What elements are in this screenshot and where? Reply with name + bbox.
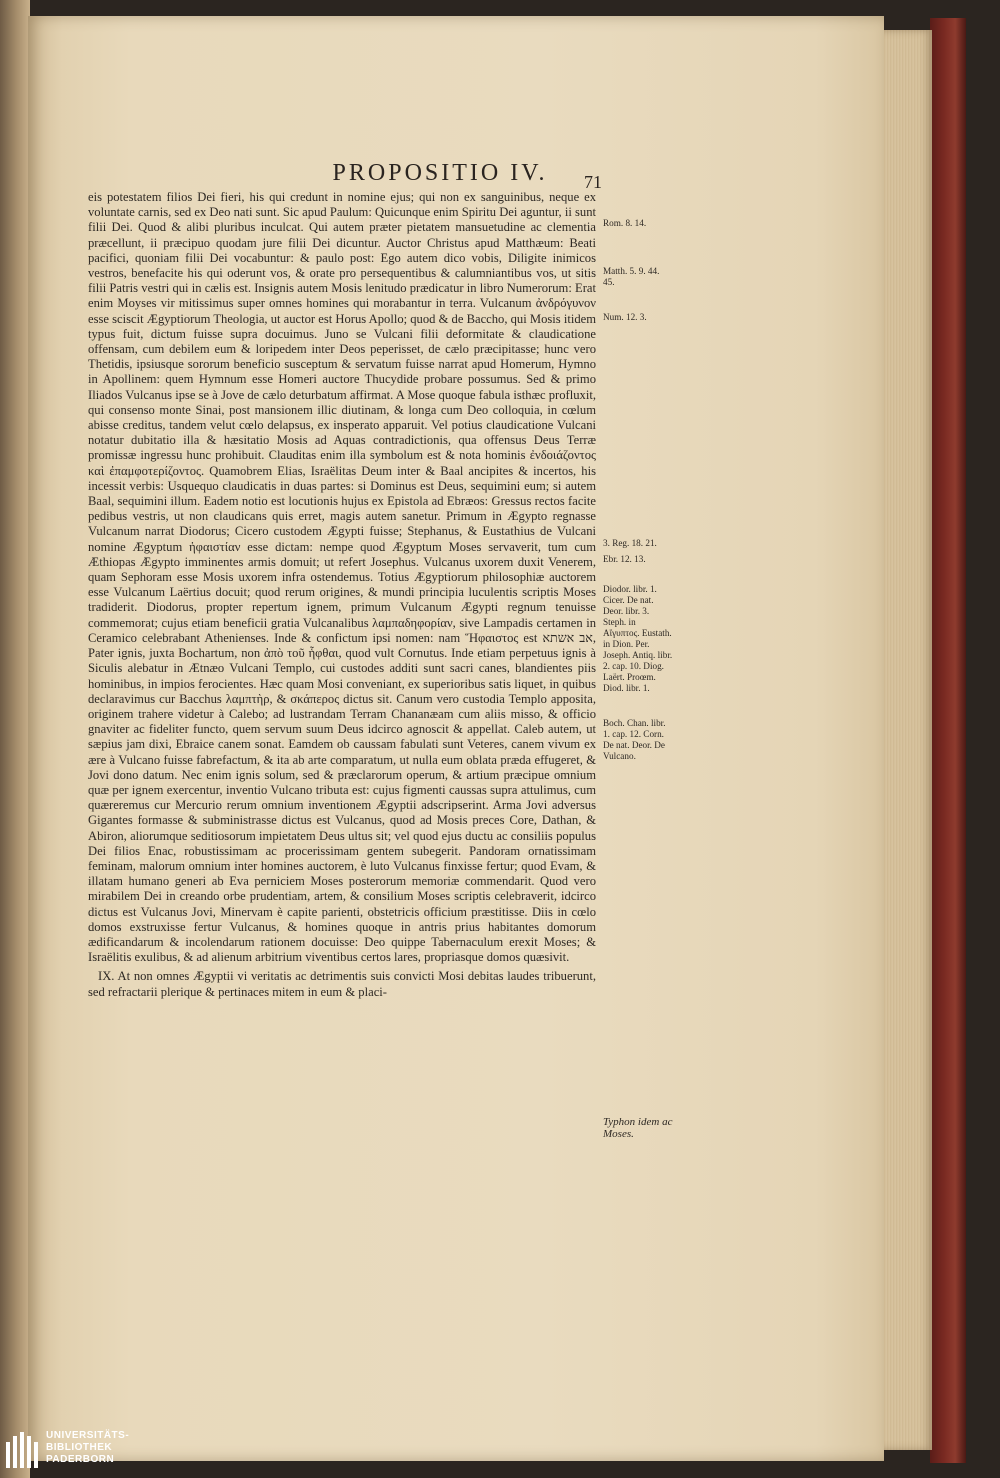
logo-line: UNIVERSITÄTS-	[46, 1430, 130, 1441]
library-logo	[6, 1428, 156, 1472]
logo-line: BIBLIOTHEK	[46, 1442, 113, 1453]
margin-note: Matth. 5. 9. 44. 45.	[603, 266, 660, 287]
margin-note: 3. Reg. 18. 21.	[603, 538, 657, 548]
margin-note: Num. 12. 3.	[603, 312, 647, 322]
logo-line: PADERBORN	[46, 1454, 115, 1465]
library-logo-icon	[6, 1432, 40, 1468]
main-text-block	[88, 190, 596, 1000]
margin-note: Ebr. 12. 13.	[603, 554, 646, 564]
margin-note: Diodor. libr. 1. Cicer. De nat. Deor. libr. 3. Steph. in Αἴγυπτος. Eustath. in Dion. Per. Joseph. Antiq. libr. 2. cap. 10. Diog. Laërt. Proœm. Diod. libr. 1.	[603, 584, 673, 693]
margin-note: Boch. Chan. libr. 1. cap. 12. Corn. De nat. Deor. De Vulcano.	[603, 718, 666, 761]
left-page-edge	[0, 0, 30, 1478]
running-head: PROPOSITIO IV.	[332, 160, 548, 186]
book-cover-edge	[930, 18, 966, 1463]
paragraph: eis potestatem filios Dei fieri, his qui credunt in nomine ejus; qui non ex sanguinibus, neque ex voluntate carnis, sed ex Deo nati sunt. Sic apud Paulum: Quicunque enim Spiritu Dei aguntur, ii sunt filii Dei. Quod & alibi pluribus inculcat. Qui autem præter pietatem mansuetudine ac clementia præcellunt, ii præcipuo quodam jure filii Dei dicuntur. Auctor Christus apud Matthæum: Beati pacifici, quoniam filii Dei vocabuntur: & paulo post: Ego autem dico vobis, Diligite inimicos vestros, benefacite his qui oderunt vos, & orate pro persequentibus & calumniantibus vos, ut sitis filii Patris vestri qui in cælis est. Insignis autem Mosis lenitudo prædicatur in libro Numerorum: Erat enim Moyses vir mitissimus super omnes homines qui morabantur in terra. Vulcanum ἀνδρόγυνον esse sciscit Ægyptiorum Theologia, ut auctor est Horus Apollo; quod & de Baccho, qui Mosis itidem typus fuit, dictum fuisse supra docuimus. Juno se Vulcani filii deformitate & claudicatione offensam, cum debilem eum & loripedem inter Deos peperisset, de cælo præcipitasse; hunc vero Thetidis, ipsiusque sororum beneficio susceptum & servatum fuisse narrat apud Homerum, Hymno in Apollinem: quem Hymnum esse Homeri auctore Thucydide probare possumus. Sed & primo Iliados Vulcanus ipse se à Jove de cælo deturbatum affirmat. A Mose quoque fabula isthæc profluxit, qui consenso monte Sinai, post mansionem illic diutinam, & longa cum Deo colloquia, in cœlum abisse creditus, tandem velut cœlo delapsus, ex insperato apparuit. Vel potius claudicatione Vulcani notatur dubitatio illa & hæsitatio Mosis ad Aquas contradictionis, qua offensus Deus Terræ promissæ ingressu hunc prohibuit. Clauditas enim illa symbolum est & nota hominis ἐνδοιάζοντος καὶ ἐπαμφοτερίζοντος. Quamobrem Elias, Israëlitas Deum inter & Baal ancipites & incertos, his incessit verbis: Usquequo claudicatis in duas partes: si Dominus est Deus, sequimini eum; si autem Baal, sequimini illum. Eadem notio est locutionis hujus ex Epistola ad Ebræos: Gressus rectos facite pedibus vestris, ut non claudicans quis erret, magis autem sanetur. Primum in Ægypto regnasse Vulcanum narrat Diodorus; Cicero custodem Ægypti fuisse; Stephanus, & Eustathius de Vulcani nomine Ægyptum ἡφαιστίαν esse dictam: nempe quod Ægyptum Moses servaverit, tum cum Æthiopas Ægypto imminentes armis domuit; ut refert Josephus. Vulcanus uxorem duxit Venerem, quam Sephoram esse Mosis uxorem infra ostendemus. Totius Ægyptiorum philosophiæ auctorem esse Vulcanum Laërtius docuit; quod rerum origines, & mundi principia luculentis scriptis Moses tradiderit. Diodorus, propter repertum ignem, primum Vulcanum Ægypti regnum tenuisse commemorat; cujus etiam beneficii gratia Vulcanalibus λαμπαδηφορίαν, sive Lampadis certamen in Ceramico celebrabant Athenienses. Inde & confictum ipsi nomen: nam Ἥφαιστος est אב אשתא, Pater ignis, juxta Bochartum, non ἀπὸ τοῦ ἧφθαι, quod vult Cornutus. Inde etiam perpetuus ignis à Siculis alebatur in Ætnæo Vulcani Templo, cui custodes additi sunt sacri canes, blandientes piis hominibus, in impios ferocientes. Hæc quam Mosi conveniant, ex superioribus satis liquet, in quibus declaravimus cur Bacchus λαμπτὴρ, & σκάπερος dictus sit. Canum vero custodia Templo apposita, originem trahere videtur à Calebo; ad lustrandam Terram Chananæam cum aliis misso, & officio gnaviter ac fideliter functo, quem servum suum Deus idcirco agnoscit & appellat. Caleb autem, ut sæpius jam dixi, Ebraice canem sonat. Eamdem ob caussam fabulati sunt Veteres, canem vivum ex ære à Vulcano fuisse fabrefactum, & ita ab arte comparatum, ut nulla eum oblata præda effugeret, & Jovi dono datum. Nec enim ignis solum, sed & præclarorum operum, & artium præcipue omnium quæ per ignem exercentur, inventio Vulcano tributa est: cujus figmenti caussas supra attulimus, cum quæreremus cur Mercurio rerum omnium inventionem Ægyptii adscripserint. Arma Jovi adversus Gigantes formasse & subministrasse dictus est Vulcanus, quod ad Mosis preces Core, Dathan, & Abiron, aliorumque seditiosorum impietatem Deus ultus sit; vel quod ejus ductu ac consiliis populus Dei filios Enac, robustissimam ac procerissimam gentem subegerit. Pandoram ornatissimam feminam, malorum omnium inter homines auctorem, è luto Vulcanus finxisse fertur; quod Evam, & illatam humano generi ab Eva perniciem Moses posterorum memoriæ commendarit. Quod vero mirabilem Dei in creando orbe prudentiam, artem, & consilium Moses scriptis celebraverit, idcirco dictus est Vulcanus Jovi, Minervam è capite parienti, obstetricis officium præstitisse. Diis in cœlo domos exstruxisse fertur Vulcanus, & homines quoque in antris prius habitantes domorum ædificandarum & incolendarum rationem docuisse: Deo quippe Tabernaculum erexit Moses; & Israëlitis exulibus, & ad alienum arbitrium viventibus certos lares, propriasque domos quæsivit.	[88, 190, 597, 965]
margin-note: Rom. 8. 14.	[603, 218, 647, 228]
paragraph: IX. At non omnes Ægyptii vi veritatis ac detrimentis suis convicti Mosi debitas laudes tribuerunt, sed refractarii plerique & pertinaces mitem in eum & placi-	[88, 969, 596, 999]
page-number: 71	[584, 172, 602, 192]
margin-note: Typhon idem ac Moses.	[603, 1116, 673, 1140]
